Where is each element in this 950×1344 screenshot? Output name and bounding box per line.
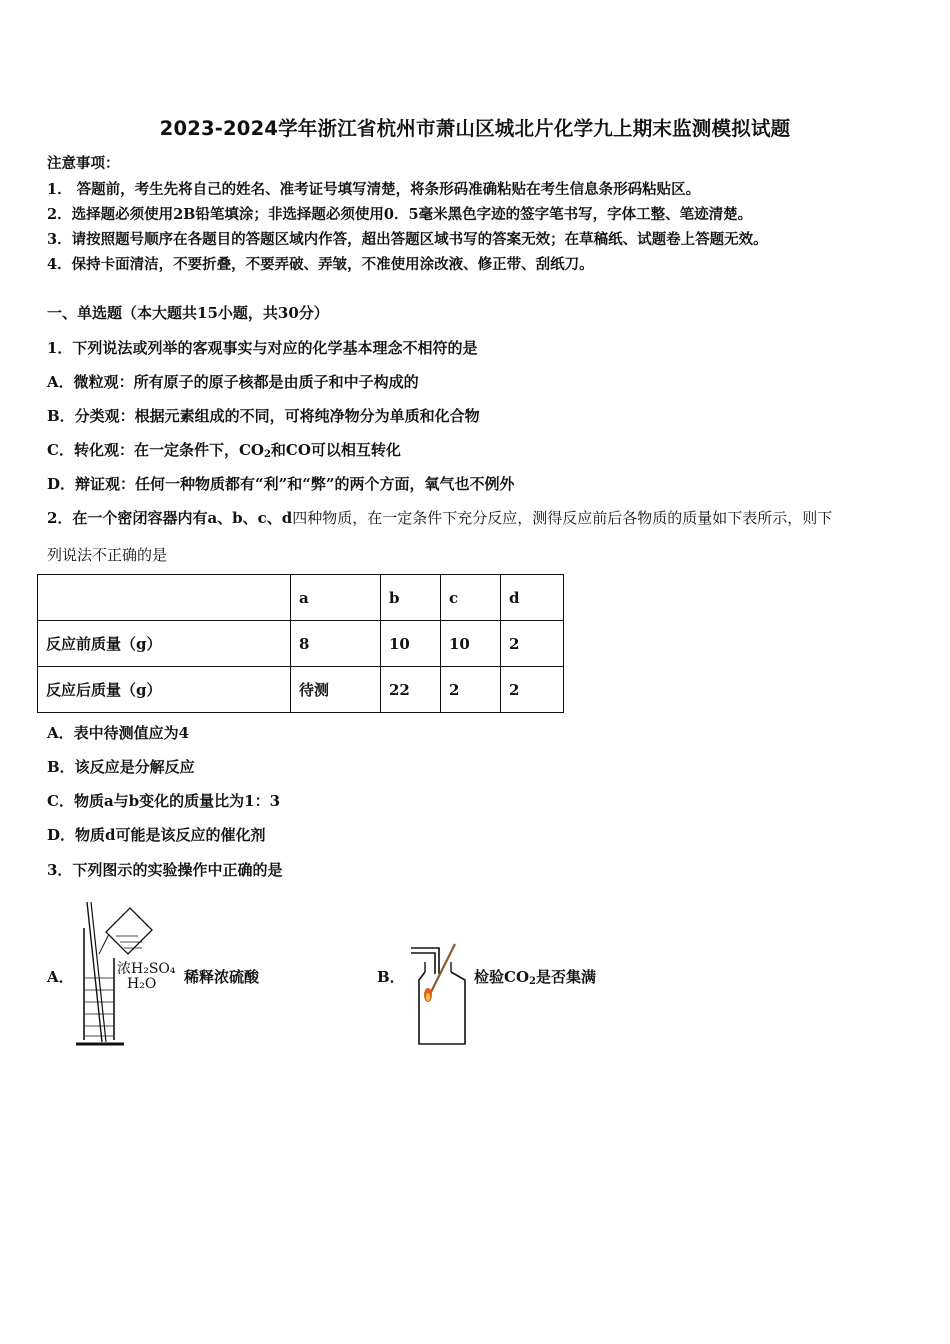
table-cell: d (501, 575, 564, 621)
option-d: D．辩证观：任何一种物质都有“利”和“弊”的两个方面，氧气也不例外 (47, 475, 515, 493)
table-cell: 2 (441, 667, 501, 713)
table-cell (38, 575, 291, 621)
table-cell: 反应前质量（g） (38, 621, 291, 667)
table-row (38, 621, 564, 667)
mass-table (37, 574, 564, 713)
table-cell: 反应后质量（g） (38, 667, 291, 713)
notice-item: 3．请按照题号顺序在各题目的答题区域内作答，超出答题区域书写的答案无效；在草稿纸、试题卷上答题无效。 (47, 231, 768, 248)
gas-bottle-icon (405, 940, 471, 1048)
table-row (38, 667, 564, 713)
section-heading: 一、单选题（本大题共15小题，共30分） (47, 304, 329, 322)
table-cell: 待测 (291, 667, 381, 713)
table-cell: 2 (501, 621, 564, 667)
option-a: A．表中待测值应为4 (47, 724, 190, 742)
notice-heading: 注意事项： (47, 155, 120, 172)
option-b: B．分类观：根据元素组成的不同，可将纯净物分为单质和化合物 (47, 407, 480, 425)
table-header-row (38, 575, 564, 621)
option-a-label: A． (47, 968, 74, 986)
notice-item: 1． 答题前，考生先将自己的姓名、准考证号填写清楚，将条形码准确粘贴在考生信息条形码粘贴区。 (47, 181, 701, 198)
option-b: B．该反应是分解反应 (47, 758, 195, 776)
page-title: 2023-2024学年浙江省杭州市萧山区城北片化学九上期末监测模拟试题 (159, 117, 791, 140)
table-cell: 10 (381, 621, 441, 667)
h2o-label: H₂O (127, 976, 157, 992)
table-cell: a (291, 575, 381, 621)
table-cell: c (441, 575, 501, 621)
table-cell: 22 (381, 667, 441, 713)
option-b-label: B． (377, 968, 405, 986)
table-cell: b (381, 575, 441, 621)
question-stem: 3．下列图示的实验操作中正确的是 (47, 861, 283, 879)
option-c: C．转化观：在一定条件下，$CO_2$和CO可以相互转化 (47, 441, 401, 460)
question-stem: 2．在一个密闭容器内有a、b、c、d四种物质，在一定条件下充分反应，测得反应前后各物质的质量如下表所示，则下 (47, 509, 833, 527)
option-c: C．物质a与b变化的质量比为1：3 (47, 792, 281, 810)
table-cell: 10 (441, 621, 501, 667)
h2so4-label: 浓H₂SO₄ (117, 961, 176, 977)
table-cell: 2 (501, 667, 564, 713)
question-stem-continued: 列说法不正确的是 (47, 546, 168, 564)
notice-item: 4．保持卡面清洁，不要折叠，不要弄破、弄皱，不准使用涂改液、修正带、刮纸刀。 (47, 256, 594, 273)
option-d: D．物质d可能是该反应的催化剂 (47, 826, 266, 844)
option-a-text: 稀释浓硫酸 (184, 968, 260, 986)
table-cell: 8 (291, 621, 381, 667)
option-a: A．微粒观：所有原子的原子核都是由质子和中子构成的 (47, 373, 419, 391)
notice-item: 2．选择题必须使用2B铅笔填涂；非选择题必须使用0．5毫米黑色字迹的签字笔书写，字体工整、笔迹清楚。 (47, 206, 753, 223)
option-b-text: 检验$CO_2$是否集满 (474, 968, 596, 987)
question-stem: 1．下列说法或列举的客观事实与对应的化学基本理念不相符的是 (47, 339, 478, 357)
